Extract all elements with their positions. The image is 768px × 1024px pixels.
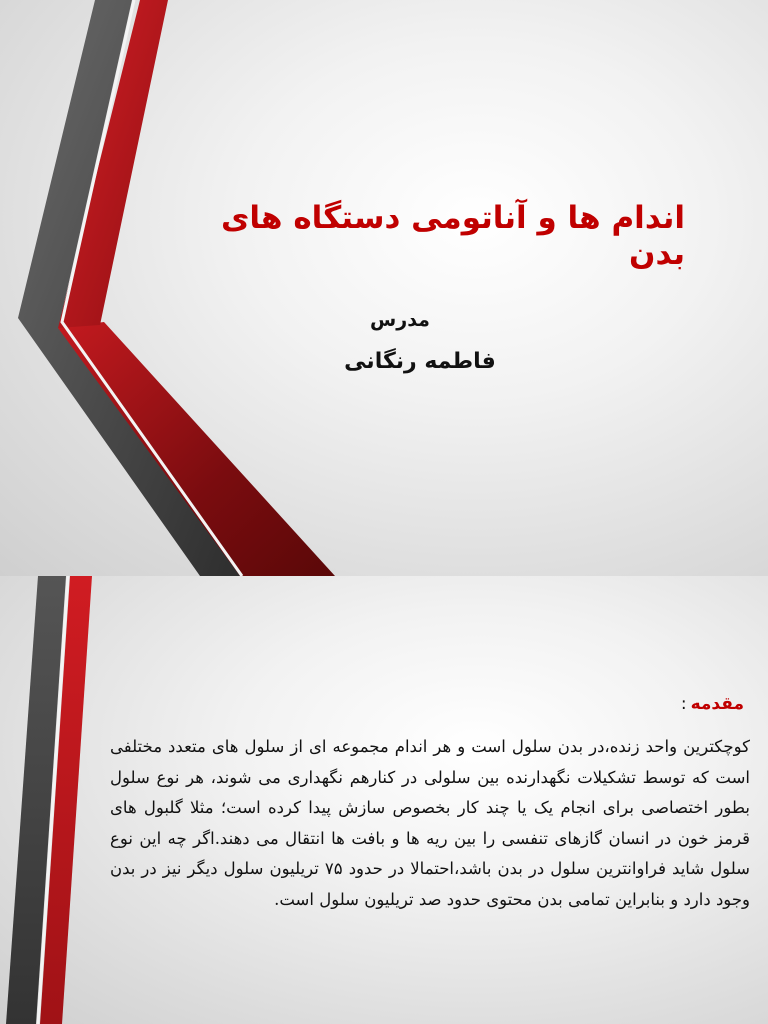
intro-heading-text: مقدمه — [690, 694, 744, 714]
intro-heading-colon: : — [680, 694, 687, 714]
slide-title: اندام ها و آناتومی دستگاه های بدن — [221, 200, 685, 272]
intro-heading — [444, 694, 744, 714]
intro-body: کوچکترین واحد زنده،در بدن سلول است و هر اندام مجموعه ای از سلول های متعدد مختلفی است که توسط تشکیلات نگهدارنده بین سلولی در کنارهم نگهداری می شوند، هر نوع سلول بطور اختصاصی برای انجام یک یا چند کار بخصوص سازش پیدا کرده است؛ مثلا گلبول های قرمز خون در انسان گازهای تنفسی را بین ریه ها و بافت ها انتقال می دهند.اگر چه این نوع سلول شاید فراوانترین سلول در بدن باشد،احتمالا در حدود ۷۵ تریلیون سلول دیگر نیز در بدن وجود دارد و بنابراین تمامی بدن محتوی حدود صد تریلیون سلول است. — [110, 737, 750, 909]
intro-slide — [0, 576, 768, 1024]
lecturer-label: مدرس — [370, 309, 430, 331]
lecturer-name: فاطمه رنگانی — [344, 349, 496, 374]
